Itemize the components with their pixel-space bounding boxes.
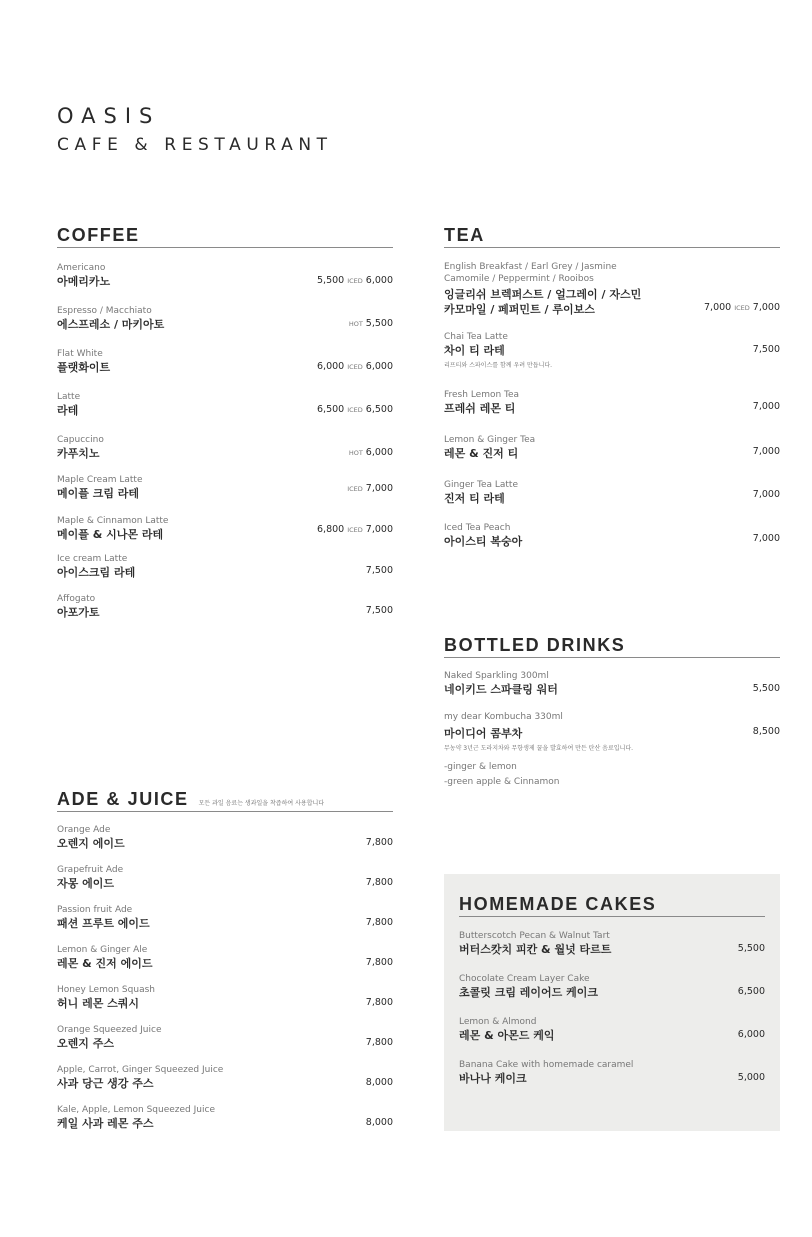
menu-item bbox=[57, 944, 393, 971]
menu-item bbox=[444, 479, 780, 506]
menu-item bbox=[57, 1064, 393, 1091]
section-header bbox=[57, 224, 393, 248]
iced-label: ICED bbox=[347, 363, 363, 371]
item-price: 7,800 bbox=[365, 997, 393, 1008]
iced-label: ICED bbox=[347, 406, 363, 414]
iced-label: ICED bbox=[347, 277, 363, 285]
coffee-section bbox=[57, 224, 393, 620]
price-hot: 7,000 bbox=[704, 302, 732, 313]
item-description: 무농약 3년근 도라지차와 무항생제 꿀을 발효하여 만든 탄산 음료입니다. bbox=[444, 745, 634, 752]
item-variant: -green apple & Cinnamon bbox=[444, 777, 560, 787]
menu-item bbox=[444, 389, 780, 416]
item-name-ko: 에스프레소 / 마키아토 bbox=[57, 318, 165, 331]
price-hot: 6,500 bbox=[317, 404, 345, 415]
item-price: 7,800 bbox=[365, 837, 393, 848]
item-name-en: my dear Kombucha 330ml bbox=[444, 712, 563, 722]
ade-juice-section bbox=[57, 788, 393, 1131]
item-price: 7,000 bbox=[752, 401, 780, 412]
item-name-ko: 메이플 크림 라테 bbox=[57, 487, 140, 500]
item-name-ko: 버터스캇치 피칸 & 월넛 타르트 bbox=[459, 943, 612, 956]
item-price: 7,800 bbox=[365, 957, 393, 968]
menu-item bbox=[444, 331, 780, 371]
item-name-en: Ginger Tea Latte bbox=[444, 480, 518, 490]
item-name-ko: 아포가토 bbox=[57, 606, 100, 619]
menu-item bbox=[57, 824, 393, 851]
brand-name: OASIS bbox=[57, 104, 161, 128]
item-name-en: Kale, Apple, Lemon Squeezed Juice bbox=[57, 1105, 215, 1115]
item-price: 7,000 bbox=[752, 533, 780, 544]
iced-label: ICED bbox=[734, 304, 750, 312]
menu-item bbox=[57, 1024, 393, 1051]
item-name-ko: 진저 티 라테 bbox=[444, 492, 505, 505]
item-name-ko: 네이키드 스파클링 워터 bbox=[444, 683, 558, 696]
item-price bbox=[317, 275, 393, 286]
section-note: 모든 과일 음료는 생과일을 착즙하여 사용합니다 bbox=[198, 800, 325, 807]
item-name-ko: 허니 레몬 스쿼시 bbox=[57, 997, 140, 1010]
menu-item bbox=[57, 391, 393, 418]
item-name-ko: 케일 사과 레몬 주스 bbox=[57, 1117, 154, 1130]
item-price bbox=[704, 302, 780, 313]
item-name-en: Flat White bbox=[57, 349, 103, 359]
item-price: 5,500 bbox=[737, 943, 765, 954]
item-name-en: Affogato bbox=[57, 594, 96, 604]
item-price: 7,500 bbox=[752, 344, 780, 355]
item-name-en: Orange Squeezed Juice bbox=[57, 1025, 162, 1035]
item-name-ko: 아이스티 복숭아 bbox=[444, 535, 523, 548]
item-name-ko: 라테 bbox=[57, 404, 79, 417]
section-header bbox=[57, 788, 393, 812]
item-name-ko: 오렌지 주스 bbox=[57, 1037, 114, 1050]
item-name-ko: 오렌지 에이드 bbox=[57, 837, 125, 850]
section-header bbox=[444, 224, 780, 248]
item-name-en-2: Camomile / Peppermint / Rooibos bbox=[444, 274, 594, 284]
item-name-en: Chai Tea Latte bbox=[444, 332, 508, 342]
item-name-ko: 레몬 & 아몬드 케익 bbox=[459, 1029, 555, 1042]
item-name-en: Naked Sparkling 300ml bbox=[444, 671, 549, 681]
item-name-en: Espresso / Macchiato bbox=[57, 306, 152, 316]
item-name-ko-2: 카모마일 / 페퍼민트 / 루이보스 bbox=[444, 303, 595, 316]
item-name-ko: 차이 티 라테 bbox=[444, 344, 505, 357]
item-price: 8,500 bbox=[752, 726, 780, 737]
item-name-en: English Breakfast / Earl Grey / Jasmine bbox=[444, 262, 617, 272]
item-price bbox=[317, 524, 393, 535]
item-name-ko: 메이플 & 시나몬 라테 bbox=[57, 528, 164, 541]
menu-item bbox=[57, 593, 393, 620]
item-price: 8,000 bbox=[365, 1077, 393, 1088]
item-name-ko: 프레쉬 레몬 티 bbox=[444, 402, 516, 415]
item-variant: -ginger & lemon bbox=[444, 762, 517, 772]
brand-header bbox=[57, 104, 333, 156]
item-name-ko: 바나나 케이크 bbox=[459, 1072, 527, 1085]
section-title: TEA bbox=[444, 225, 485, 245]
section-header bbox=[444, 634, 780, 658]
bottled-drinks-section bbox=[444, 634, 780, 790]
item-name-en: Maple Cream Latte bbox=[57, 475, 143, 485]
item-name-en: Lemon & Ginger Tea bbox=[444, 435, 536, 445]
item-name-ko: 초콜릿 크림 레이어드 케이크 bbox=[459, 986, 598, 999]
item-name-ko: 카푸치노 bbox=[57, 447, 100, 460]
item-price bbox=[317, 404, 393, 415]
item-price: 7,800 bbox=[365, 877, 393, 888]
item-price: 7,800 bbox=[365, 917, 393, 928]
menu-item bbox=[444, 434, 780, 461]
item-name-en: Iced Tea Peach bbox=[444, 523, 511, 533]
menu-item bbox=[444, 711, 780, 790]
item-name-en: Chocolate Cream Layer Cake bbox=[459, 974, 590, 984]
price-hot: 5,500 bbox=[365, 318, 393, 329]
item-price bbox=[346, 318, 393, 329]
item-name-en: Orange Ade bbox=[57, 825, 111, 835]
item-price: 5,000 bbox=[737, 1072, 765, 1083]
item-name-en: Grapefruit Ade bbox=[57, 865, 124, 875]
item-name-ko: 자몽 에이드 bbox=[57, 877, 114, 890]
item-price: 7,000 bbox=[752, 446, 780, 457]
item-price: 7,000 bbox=[752, 489, 780, 500]
price-iced: 6,000 bbox=[365, 361, 393, 372]
item-price: 7,800 bbox=[365, 1037, 393, 1048]
item-name-en: Americano bbox=[57, 263, 106, 273]
item-name-en: Lemon & Almond bbox=[459, 1017, 537, 1027]
homemade-cakes-section bbox=[459, 893, 765, 1086]
item-name-en: Latte bbox=[57, 392, 81, 402]
price-iced: 6,500 bbox=[365, 404, 393, 415]
menu-item bbox=[57, 864, 393, 891]
menu-item bbox=[57, 434, 393, 461]
tea-section bbox=[444, 224, 780, 549]
item-name-ko: 플랫화이트 bbox=[57, 361, 111, 374]
menu-item bbox=[57, 515, 393, 542]
menu-item bbox=[459, 973, 765, 1000]
hot-label: HOT bbox=[348, 449, 363, 457]
item-name-en: Butterscotch Pecan & Walnut Tart bbox=[459, 931, 610, 941]
item-name-ko: 잉글리쉬 브렉퍼스트 / 얼그레이 / 자스민 bbox=[444, 288, 642, 301]
item-name-ko: 패션 프루트 에이드 bbox=[57, 917, 150, 930]
menu-item bbox=[57, 262, 393, 289]
item-name-en: Fresh Lemon Tea bbox=[444, 390, 520, 400]
price-iced: 7,000 bbox=[365, 524, 393, 535]
item-name-ko: 사과 당근 생강 주스 bbox=[57, 1077, 154, 1090]
item-name-ko: 아이스크림 라테 bbox=[57, 566, 136, 579]
item-description: 리프티와 스파이스를 함께 우려 만듭니다. bbox=[444, 362, 553, 369]
item-price: 6,000 bbox=[737, 1029, 765, 1040]
item-name-en: Honey Lemon Squash bbox=[57, 985, 155, 995]
menu-item bbox=[444, 522, 780, 549]
menu-item bbox=[444, 261, 780, 317]
menu-item bbox=[459, 930, 765, 957]
menu-item bbox=[459, 1059, 765, 1086]
item-name-en: Maple & Cinnamon Latte bbox=[57, 516, 169, 526]
section-title: BOTTLED DRINKS bbox=[444, 635, 626, 655]
section-header bbox=[459, 893, 765, 917]
price-hot: 5,500 bbox=[317, 275, 345, 286]
item-price: 7,500 bbox=[365, 565, 393, 576]
menu-item bbox=[57, 553, 393, 580]
item-name-ko: 아메리카노 bbox=[57, 275, 111, 288]
menu-item bbox=[444, 670, 780, 697]
section-title: ADE & JUICE bbox=[57, 789, 189, 809]
item-name-en: Capuccino bbox=[57, 435, 104, 445]
item-name-ko: 레몬 & 진저 티 bbox=[444, 447, 519, 460]
menu-item bbox=[57, 904, 393, 931]
iced-label: ICED bbox=[347, 485, 363, 493]
menu-item bbox=[57, 474, 393, 501]
item-price bbox=[317, 361, 393, 372]
menu-item bbox=[459, 1016, 765, 1043]
item-name-ko: 마이디어 콤부차 bbox=[444, 727, 523, 740]
item-name-en: Banana Cake with homemade caramel bbox=[459, 1060, 634, 1070]
item-name-en: Passion fruit Ade bbox=[57, 905, 133, 915]
price-hot: 6,000 bbox=[317, 361, 345, 372]
hot-label: HOT bbox=[348, 320, 363, 328]
section-title: COFFEE bbox=[57, 225, 140, 245]
price-iced: 7,000 bbox=[365, 483, 393, 494]
menu-item bbox=[57, 305, 393, 332]
brand-subtitle: CAFE & RESTAURANT bbox=[57, 135, 333, 155]
menu-item bbox=[57, 984, 393, 1011]
price-hot: 6,800 bbox=[317, 524, 345, 535]
menu-item bbox=[57, 1104, 393, 1131]
item-name-en: Apple, Carrot, Ginger Squeezed Juice bbox=[57, 1065, 224, 1075]
price-iced: 6,000 bbox=[365, 275, 393, 286]
item-price: 5,500 bbox=[752, 683, 780, 694]
item-price bbox=[346, 447, 393, 458]
item-name-ko: 레몬 & 진저 에이드 bbox=[57, 957, 153, 970]
item-price bbox=[344, 483, 393, 494]
item-name-en: Ice cream Latte bbox=[57, 554, 128, 564]
item-price: 6,500 bbox=[737, 986, 765, 997]
iced-label: ICED bbox=[347, 526, 363, 534]
menu-item bbox=[57, 348, 393, 375]
item-price: 8,000 bbox=[365, 1117, 393, 1128]
item-price: 7,500 bbox=[365, 605, 393, 616]
item-name-en: Lemon & Ginger Ale bbox=[57, 945, 148, 955]
price-iced: 7,000 bbox=[752, 302, 780, 313]
price-hot: 6,000 bbox=[365, 447, 393, 458]
section-title: HOMEMADE CAKES bbox=[459, 894, 657, 914]
